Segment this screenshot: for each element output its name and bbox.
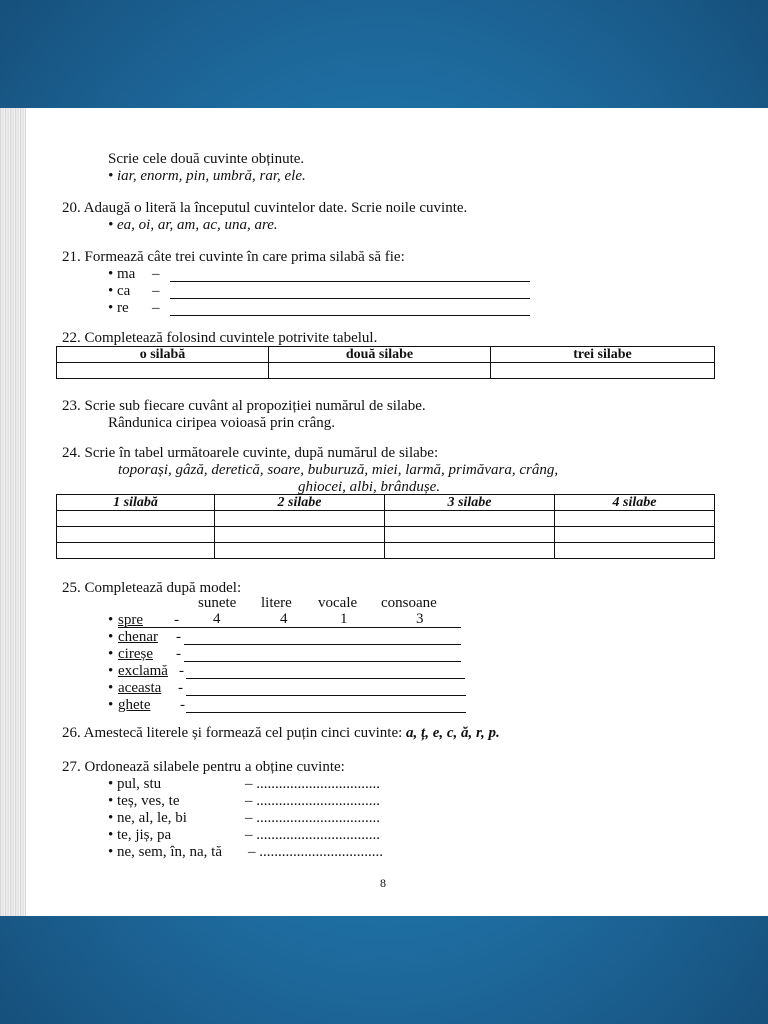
ex27-answer-dots[interactable]: – ................................. (245, 793, 380, 809)
ex27-item: • te, jiș, pa (108, 827, 172, 843)
ex27-answer-dots[interactable]: – ................................. (245, 827, 380, 843)
ex27-item: • teș, ves, te (108, 793, 180, 809)
ex24-table (56, 494, 715, 559)
ex24-cell[interactable] (57, 543, 215, 559)
ex27-answer-dots[interactable]: – ................................. (248, 844, 383, 860)
ex25-col-consoane: consoane (381, 595, 437, 611)
ex21-dash: – (152, 283, 160, 299)
ex22-header-2: două silabe (269, 347, 491, 363)
ex24-cell[interactable] (555, 527, 715, 543)
ex21-dash: – (152, 300, 160, 316)
ex25-word-ghete: ghete (118, 697, 151, 713)
ex24-cell[interactable] (215, 511, 385, 527)
ex22-header-1: o silabă (57, 347, 269, 363)
ex24-cell[interactable] (385, 543, 555, 559)
ex25-model-consoane: 3 (416, 611, 424, 627)
ex24-cell[interactable] (215, 527, 385, 543)
ex21-answer-line[interactable] (170, 315, 530, 316)
ex27-answer-dots[interactable]: – ................................. (245, 810, 380, 826)
ex21-item-ma: • ma (108, 266, 136, 282)
ex25-dash: - (180, 697, 185, 713)
ex25-word-chenar: chenar (118, 629, 158, 645)
ex25-model-vocale: 1 (340, 611, 348, 627)
ex27-item: • ne, al, le, bi (108, 810, 187, 826)
ex24-words-line2: ghiocei, albi, brândușe. (298, 479, 441, 495)
ex24-cell[interactable] (555, 511, 715, 527)
ex23-instruction: 23. Scrie sub fiecare cuvânt al propoziției numărul de silabe. (62, 398, 426, 414)
ex25-col-sunete: sunete (198, 595, 237, 611)
ex25-bullet: • (108, 663, 114, 679)
ex26-instruction (62, 725, 500, 742)
ex22-cell[interactable] (57, 363, 269, 379)
worksheet-page (0, 108, 768, 916)
ex26-instruction-text: 26. Amestecă literele și formează cel puțin cinci cuvinte: (62, 725, 403, 741)
ex27-answer-dots[interactable]: – ................................. (245, 776, 380, 792)
ex25-dash: - (174, 612, 179, 628)
ex27-item: • pul, stu (108, 776, 162, 792)
ex25-bullet: • (108, 646, 114, 662)
page-binding-edge (0, 108, 26, 916)
ex25-dash: - (178, 680, 183, 696)
ex24-cell[interactable] (215, 543, 385, 559)
ex25-word-cirese: cireșe (118, 646, 153, 662)
ex24-header-3: 3 silabe (385, 495, 555, 511)
ex24-cell[interactable] (57, 527, 215, 543)
ex25-answer-line[interactable] (186, 695, 466, 696)
ex22-instruction: 22. Completează folosind cuvintele potrivite tabelul. (62, 330, 378, 346)
ex25-col-vocale: vocale (318, 595, 358, 611)
ex20-instruction: 20. Adaugă o literă la începutul cuvintelor date. Scrie noile cuvinte. (62, 200, 468, 216)
ex24-cell[interactable] (385, 511, 555, 527)
ex24-header-2: 2 silabe (215, 495, 385, 511)
ex25-dash: - (176, 646, 181, 662)
ex21-answer-line[interactable] (170, 281, 530, 282)
ex25-word-aceasta: aceasta (118, 680, 162, 696)
ex21-instruction: 21. Formează câte trei cuvinte în care prima silabă să fie: (62, 249, 405, 265)
ex25-model-litere: 4 (280, 611, 288, 627)
ex19-instruction: Scrie cele două cuvinte obținute. (108, 151, 305, 167)
ex24-instruction: 24. Scrie în tabel următoarele cuvinte, după numărul de silabe: (62, 445, 439, 461)
page-number: 8 (380, 876, 386, 890)
ex25-bullet: • (108, 697, 114, 713)
ex25-answer-line[interactable] (186, 678, 465, 679)
ex25-dash: - (179, 663, 184, 679)
ex25-answer-line[interactable] (184, 644, 461, 645)
ex22-header-3: trei silabe (491, 347, 715, 363)
ex24-cell[interactable] (555, 543, 715, 559)
ex22-table (56, 346, 715, 379)
ex21-item-ca: • ca (108, 283, 131, 299)
ex25-col-litere: litere (261, 595, 292, 611)
ex20-words: • ea, oi, ar, am, ac, una, are. (108, 217, 278, 233)
ex25-answer-line[interactable] (186, 712, 466, 713)
ex27-item: • ne, sem, în, na, tă (108, 844, 222, 860)
ex19-words: • iar, enorm, pin, umbră, rar, ele. (108, 168, 306, 184)
ex23-sentence: Rândunica ciripea voioasă prin crâng. (108, 415, 335, 431)
ex22-cell[interactable] (269, 363, 491, 379)
ex25-model-sunete: 4 (213, 611, 221, 627)
ex25-model-line (118, 627, 461, 628)
ex25-word-exclama: exclamă (118, 663, 168, 679)
ex25-instruction: 25. Completează după model: (62, 580, 242, 596)
ex25-bullet: • (108, 612, 114, 628)
ex24-cell[interactable] (57, 511, 215, 527)
ex26-letters: a, ț, e, c, ă, r, p. (406, 725, 500, 741)
ex27-instruction: 27. Ordonează silabele pentru a obține cuvinte: (62, 759, 345, 775)
ex25-bullet: • (108, 680, 114, 696)
ex24-header-1: 1 silabă (57, 495, 215, 511)
ex24-header-4: 4 silabe (555, 495, 715, 511)
ex21-answer-line[interactable] (170, 298, 530, 299)
ex25-model-word: spre (118, 612, 143, 628)
ex21-item-re: • re (108, 300, 129, 316)
ex25-answer-line[interactable] (184, 661, 461, 662)
ex25-dash: - (176, 629, 181, 645)
ex22-cell[interactable] (491, 363, 715, 379)
ex25-bullet: • (108, 629, 114, 645)
ex21-dash: – (152, 266, 160, 282)
ex24-cell[interactable] (385, 527, 555, 543)
ex24-words-line1: toporași, gâză, deretică, soare, buburuză, miei, larmă, primăvara, crâng, (118, 462, 559, 478)
